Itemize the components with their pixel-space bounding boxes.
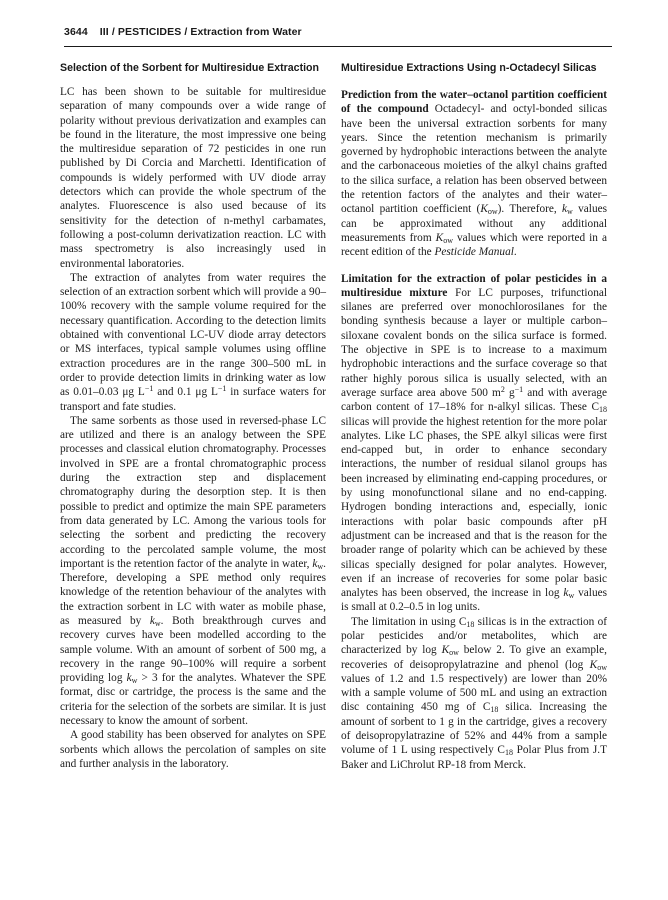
paragraph: A good stability has been observed for analytes on SPE sorbents which allows the percolation of samples on site and further analysis in the laboratory. — [60, 729, 326, 770]
header-rule — [64, 46, 612, 47]
paragraph: The same sorbents as those used in reversed-phase LC are utilized and there is an analogy between the SPE processes and classical elution chromatography. Processes involved in SPE are a frontal chromatographic process during the extraction step and displacement chromatography during the desorption step. It is then possible to predict and optimize the main SPE parameters from data generated by LC. Among the various tools for selecting the sorbent and predicting the recovery according to the percolated sample volume, the most important is the retention factor of the analyte in water, $k_w$. Therefore, developing a SPE method only requires knowledge of the retention behaviour of the analytes with the extraction sorbent in LC with water as mobile phase, as measured by $k_w$. Both breakthrough curves and recovery curves have been modelled according to the sample volume. With an amount of sorbent of 500 mg, a recovery in the range 90–100% will require a sorbent providing $\log k_w > 3$ for the analytes. Whatever the SPE format, disc or cartridge, the process is the same and the criteria for the selection of the sorbets are similar. It is just necessary to know the amount of sorbent. — [60, 414, 327, 728]
page-number: 3644 — [64, 26, 88, 38]
paragraph: LC has been shown to be suitable for multiresidue separation of many compounds over a wide range of polarity without previous derivatization and examples can be found in the literature, the most impressive one being the multiresidue separation of 72 pesticides in one run published by Di Corcia and Marchetti. Identification of compounds is widely performed with UV diode array detectors which can provide the whole spectrum of the analytes. Fluorescence is also used because of its sensitivity for the detection of n-methyl carbamates, following a post-column derivatization reaction. LC with mass spectrometry is also increasingly used in environmental laboratories. — [60, 86, 326, 270]
paragraph: The limitation in using $C_{18}$ silicas is in the extraction of polar pesticides and/or metabolites, which are characterized by $\log K_{ow}$ below 2. To give an example, recoveries of deisopropylatrazine and phenol (log $K_{ow}$ values of 1.2 and 1.5 respectively) are lower than 20% with a sample volume of 500 mL and using an extraction disc containing 450 mg of $C_{18}$ silica. Increasing the amount of sorbent to 1 g in the cartridge, gives a recovery of deisopropylatrazine of 52% and 44% from a sample volume of 1 L using respectively $C_{18}$ Polar Plus from J.T Baker and LiChrolut RP-18 from Merck. — [341, 615, 607, 771]
run-in-heading: Limitation for the extraction of polar pesticides in a multiresidue mixture — [341, 272, 607, 299]
paragraph: Prediction from the water–octanol partition coefficient of the compound Octadecyl- and octyl-bonded silicas have been the universal extraction sorbents for many years. Since the retention mechanism is primarily governed by hydrophobic interactions between the analyte and the carbonaceous moieties of the alkyl chains grafted to the silica surface, a relation has been observed between the retention factors of the analytes and their water–octanol partition coefficient $(K_{ow})$. Therefore, $k_w$ values can be approximated without any additional measurements from $K_{ow}$ values which were reported in a recent edition of the Pesticide Manual. — [341, 89, 608, 259]
running-header — [64, 26, 616, 38]
running-title: III / PESTICIDES / Extraction from Water — [99, 26, 302, 38]
paragraph: The extraction of analytes from water requires the selection of an extraction sorbent which will provide a 90–100% recovery with the sample volume required for the necessary quantification. According to the detection limits obtained with conventional LC-UV diode array detectors or MS interfaces, typical sample volumes using offline extraction procedures are in the range 300–500 mL in order to provide detection limits in drinking water as low as 0.01–0.03 μg $L^{-1}$ and 0.1 μg $L^{-1}$ in surface waters for transport and fate studies. — [60, 271, 326, 413]
section-heading-sorbent-selection: Selection of the Sorbent for Multiresidue Extraction — [60, 62, 319, 74]
run-in-heading: Prediction from the water–octanol partition coefficient of the compound — [341, 89, 607, 116]
right-column — [341, 62, 607, 772]
left-column — [60, 62, 326, 771]
paragraph: Limitation for the extraction of polar pesticides in a multiresidue mixture For LC purposes, trifunctional silanes are preferred over monochlorosilanes for the bonding synthesis because a layer or multiple carbon–siloxane covalent bonds on the silica surface is formed. The objective in SPE is to increase to a maximum hydrophobic interactions and the surface coverage so that rather highly porous silica is usually selected, with an average surface area above 500 $m^2$ $g^{-1}$ and with average carbon content of 17–18% for n-alkyl silicas. These $C_{18}$ silicas will provide the highest retention for the more polar analytes. Like LC phases, the SPE alkyl silicas were first end-capped but, in order to enhance secondary interactions, the number of residual silanol groups has been increased by eliminating end-capping procedures, or by using monofunctional silane and no end-capping. Hydrogen bonding interactions and, especially, ionic interactions with polar basic compounds after pH adjustment can be increased and that is the reason for the broader range of polarity which can be achieved by these silicas specially designed for polar analytes. However, even if an increase of recoveries for some polar basic analytes has been observed, the increase in $\log k_w$ values is small at 0.2–0.5 in log units. — [341, 272, 608, 614]
section-heading-octadecyl-silicas: Multiresidue Extractions Using n-Octadecyl Silicas — [341, 62, 597, 74]
